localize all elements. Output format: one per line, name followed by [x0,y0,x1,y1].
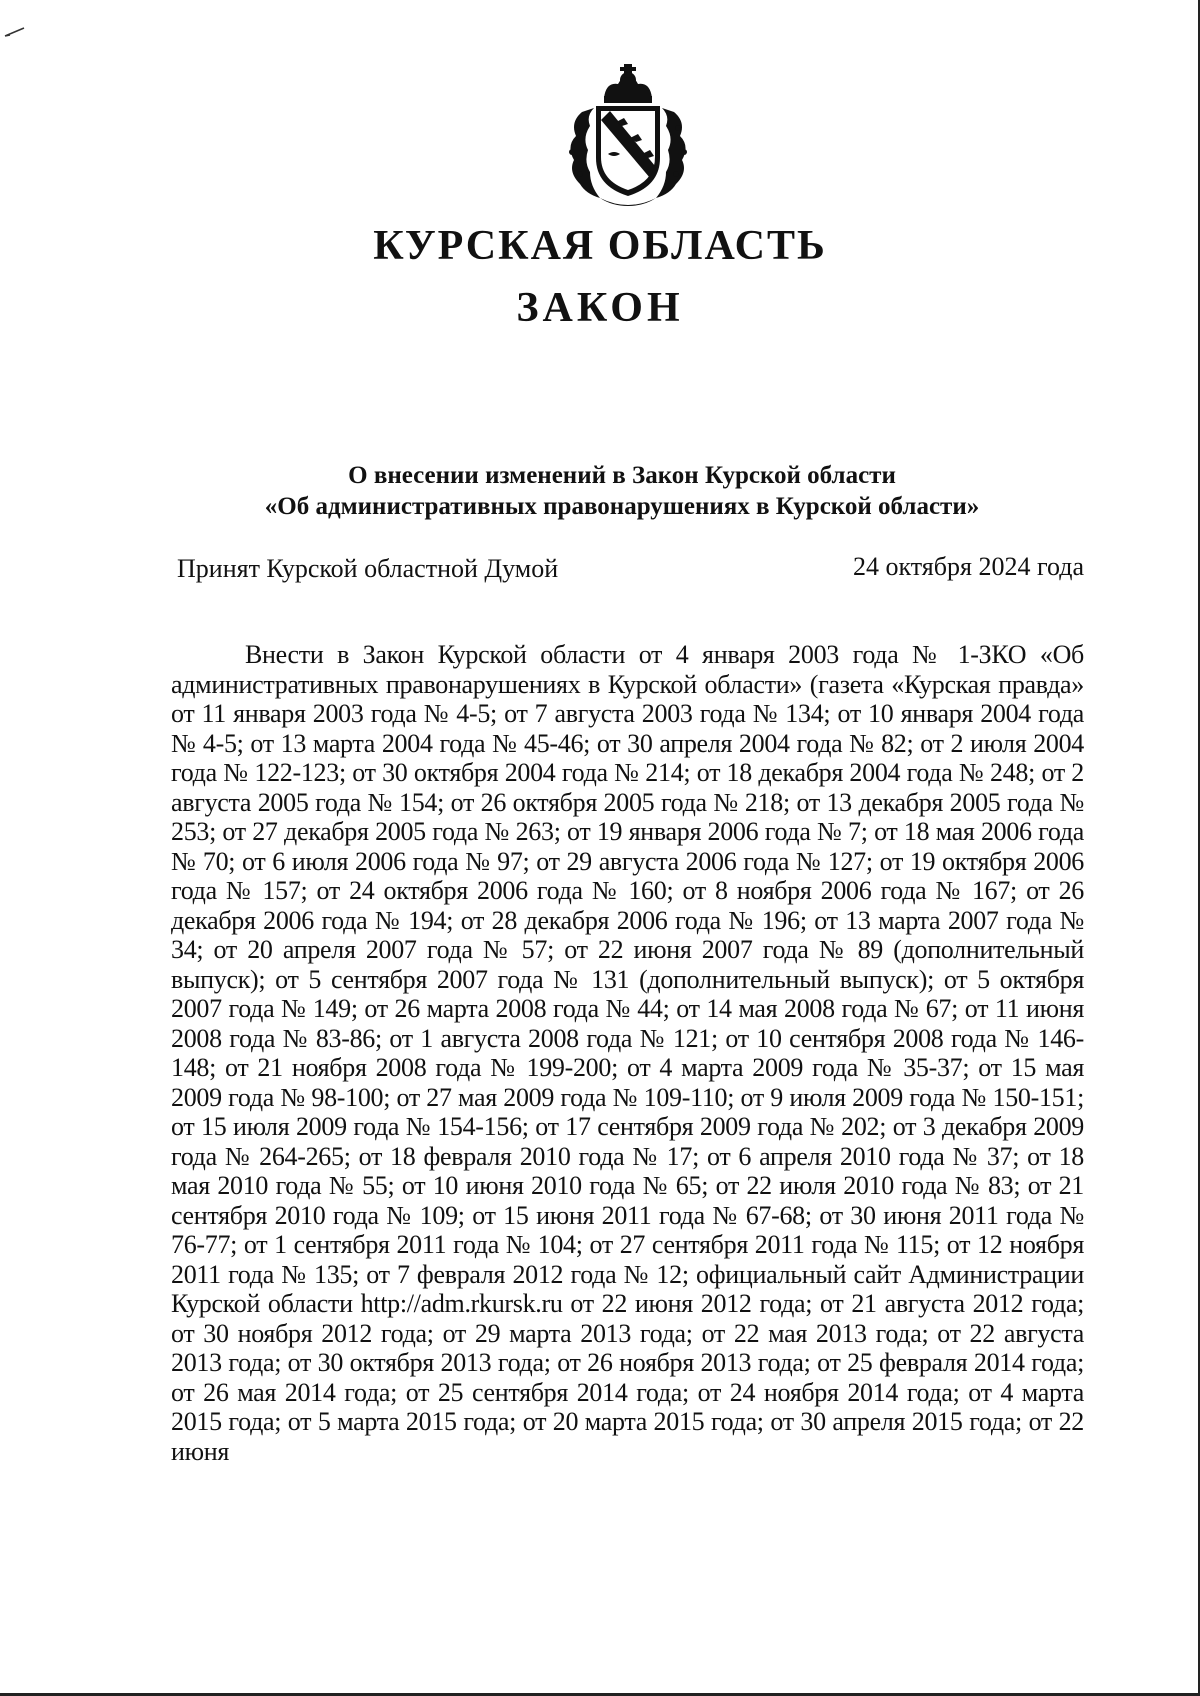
law-title [0,460,1200,522]
coat-of-arms-icon [560,62,696,210]
region-title: КУРСКАЯ ОБЛАСТЬ [373,223,827,269]
scan-mark [4,26,26,38]
adoption-date: 24 октября 2024 года [853,552,1084,581]
document-type: ЗАКОН [516,285,684,331]
law-title-line-2: «Об административных правонарушениях в Курской области» [264,493,980,520]
body-paragraph: Внести в Закон Курской области от 4 января 2003 года № 1-ЗКО «Об административных правонарушениях в Курской области» (газета «Курская правда» от 11 января 2003 года № 4-5; от 7 августа 2003 года № 134; от 10 января 2004 года № 4-5; от 13 марта 2004 года № 45-46; от 30 апреля 2004 года № 82; от 2 июля 2004 года № 122-123; от 30 октября 2004 года № 214; от 18 декабря 2004 года № 248; от 2 августа 2005 года № 154; от 26 октября 2005 года № 218; от 13 декабря 2005 года № 253; от 27 декабря 2005 года № 263; от 19 января 2006 года № 7; от 18 мая 2006 года № 70; от 6 июля 2006 года № 97; от 29 августа 2006 года № 127; от 19 октября 2006 года № 157; от 24 октября 2006 года № 160; от 8 ноября 2006 года № 167; от 26 декабря 2006 года № 194; от 28 декабря 2006 года № 196; от 13 марта 2007 года № 34; от 20 апреля 2007 года № 57; от 22 июня 2007 года № 89 (дополнительный выпуск); от 5 сентября 2007 года № 131 (дополнительный выпуск); от 5 октября 2007 года № 149; от 26 марта 2008 года № 44; от 14 мая 2008 года № 67; от 11 июня 2008 года № 83-86; от 1 августа 2008 года № 121; от 10 сентября 2008 года № 146-148; от 21 ноября 2008 года № 199-200; от 4 марта 2009 года № 35-37; от 15 мая 2009 года № 98-100; от 27 мая 2009 года № 109-110; от 9 июля 2009 года № 150-151; от 15 июля 2009 года № 154-156; от 17 сентября 2009 года № 202; от 3 декабря 2009 года № 264-265; от 18 февраля 2010 года № 17; от 6 апреля 2010 года № 37; от 18 мая 2010 года № 55; от 10 июня 2010 года № 65; от 22 июля 2010 года № 83; от 21 сентября 2010 года № 109; от 15 июня 2011 года № 67-68; от 30 июня 2011 года № 76-77; от 1 сентября 2011 года № 104; от 27 сентября 2011 года № 115; от 12 ноября 2011 года № 135; от 7 февраля 2012 года № 12; официальный сайт Администрации Курской области http://adm.rkursk.ru от 22 июня 2012 года; от 21 августа 2012 года; от 30 ноября 2012 года; от 29 марта 2013 года; от 22 мая 2013 года; от 22 августа 2013 года; от 30 октября 2013 года; от 26 ноября 2013 года; от 25 февраля 2014 года; от 26 мая 2014 года; от 25 сентября 2014 года; от 24 ноября 2014 года; от 4 марта 2015 года; от 5 марта 2015 года; от 20 марта 2015 года; от 30 апреля 2015 года; от 22 июня [171,640,1084,1466]
adopted-by: Принят Курской областной Думой [177,554,559,583]
law-title-line-1: О внесении изменений в Закон Курской области [348,462,896,489]
